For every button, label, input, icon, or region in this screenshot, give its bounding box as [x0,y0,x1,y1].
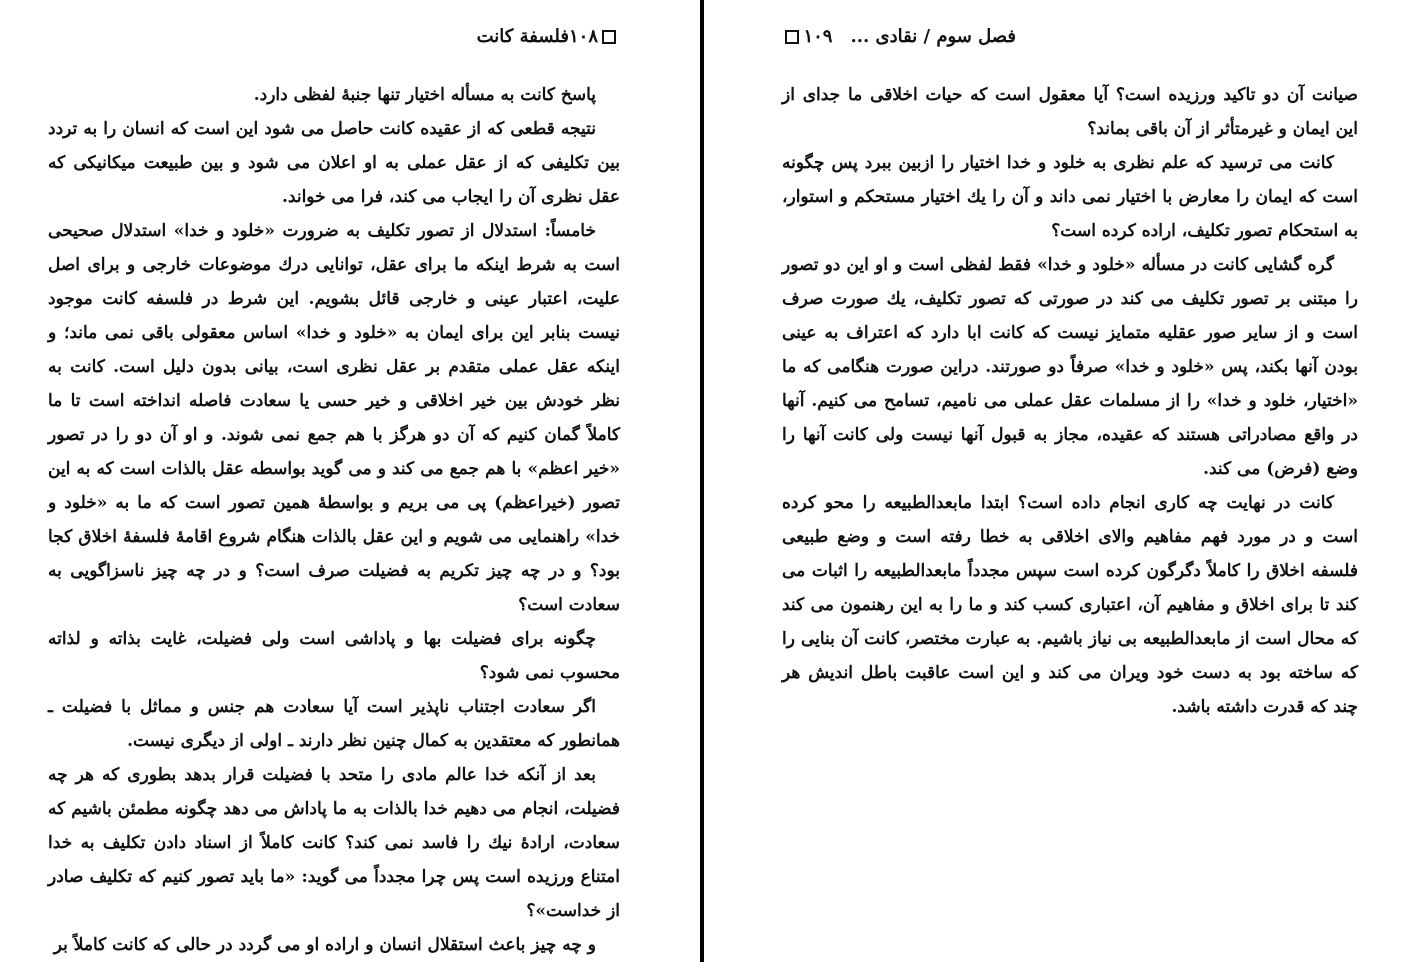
paragraph: چگونه برای فضيلت بها و پاداشی است ولی فضيلت، غايت بذاته و لذاته محسوب نمی شود؟ [48,629,620,683]
page-marker-icon [602,30,616,44]
page-marker-icon [785,30,799,44]
right-page-body [782,78,1358,724]
left-page-number: ۱۰۸ [568,26,598,47]
paragraph: و چه چيز باعث استقلال انسان و اراده او می گردد در حالی كه كانت كاملاً بر [53,935,596,955]
paragraph: نتيجه قطعی كه از عقيده كانت حاصل می شود اين است كه انسان را به تردد بين تكليفی كه از عقل عملی به او اعلان می شود و بين طبيعت ميكانيكی كه عقل نظری آن را ايجاب می كند، فرا می خواند. [48,119,620,207]
left-page [0,0,700,962]
paragraph: صيانت آن دو تاكيد ورزيده است؟ آيا معقول است كه حيات اخلاقی ما جدای از اين ايمان و غيرمتأثر از آن باقی بماند؟ [782,85,1358,139]
right-page-number: ۱۰۹ [803,26,833,47]
right-page-header [786,22,1016,52]
paragraph: كانت می ترسيد كه علم نظری به خلود و خدا اختيار را ازبين ببرد پس چگونه است كه ايمان را معارض با اختيار نمی داند و آن را يك اختيار مستحكم و استوار، به استحكام تصور تكليف، اراده كرده است؟ [782,153,1358,241]
right-running-title: فصل سوم / نقادی ... [850,26,1016,47]
right-page [706,0,1406,962]
page-gutter-divider [700,0,704,962]
paragraph: بعد از آنكه خدا عالم مادی را متحد با فضيلت قرار بدهد بطوری كه هر چه فضيلت، انجام می دهيم خدا بالذات به ما پاداش می دهد چگونه مطمئن باشيم كه سعادت، ارادۀ نيك را فاسد نمی كند؟ كانت كاملاً از اسناد دادن تكليف به خدا امتناع ورزيده است پس چرا مجدداً می گويد: «ما بايد تصور كنيم كه تكليف صادر از خداست»؟ [48,765,620,921]
left-page-header [420,22,620,52]
paragraph: كانت در نهايت چه كاری انجام داده است؟ ابتدا مابعدالطبيعه را محو كرده است و در مورد فهم مفاهيم والای اخلاقی به خطا رفته است و وضع طبيعی فلسفه اخلاق را كاملاً دگرگون كرده است سپس مجدداً مابعدالطبيعه را اثبات می كند تا برای اخلاق و مفاهيم آن، اعتباری كسب كند و ما را به اين رهنمون می كند كه محال است از مابعدالطبيعه بی نياز باشيم. به عبارت مختصر، كانت آن بنايی را كه ساخته بود به دست خود ويران می كند و اين است عاقبت باطل انديش هر چند كه قدرت داشته باشد. [782,493,1358,717]
paragraph: گره گشايی كانت در مسأله «خلود و خدا» فقط لفظی است و او اين دو تصور را مبتنی بر تصور تكليف می كند در صورتی كه تصور تكليف، يك صورت صرف است و از ساير صور عقليه متمايز نيست كه كانت ابا دارد كه اعتراف به عينی بودن آنها بكند، پس «خلود و خدا» صرفاً دو صورتند. دراين صورت هنگامی كه ما «اختيار، خلود و خدا» را از مسلمات عقل عملی می ناميم، تسامح می كنيم. آنها در واقع مصادراتی هستند كه عقيده، مجاز به قبول آنها نيست ولی كانت آنها را وضع (فرض) می كند. [782,255,1358,479]
paragraph: پاسخ كانت به مسأله اختيار تنها جنبۀ لفظی دارد. [253,85,596,105]
left-page-body [48,78,620,962]
left-running-title: فلسفة كانت [476,26,569,47]
paragraph: اگر سعادت اجتناب ناپذير است آيا سعادت هم جنس و مماثل با فضيلت ـ همانطور كه معتقدين به كمال چنين نظر دارند ـ اولی از ديگری نيست. [48,697,620,751]
paragraph: خامساً: استدلال از تصور تكليف به ضرورت «خلود و خدا» استدلال صحيحی است به شرط اينكه ما برای عقل، توانايی درك موضوعات خارجی و برای اصل عليت، اعتبار عينی و خارجی قائل بشويم. اين شرط در فلسفه كانت موجود نيست بنابر اين برای ايمان به «خلود و خدا» اساس معقولی باقی نمی ماند؛ و اينكه عقل عملی متقدم بر عقل نظری است، بيانی بدون دليل است. كانت به نظر خودش بين خير اخلاقی و خير حسی يا سعادت فاصله انداخته است تا ما كاملاً گمان كنيم كه آن دو هرگز با هم جمع نمی شوند. و او آن دو را در تصور «خير اعظم» با هم جمع می كند و می گويد بواسطه عقل بالذات است كه به اين تصور (خيراعظم) پی می بريم و بواسطۀ همين تصور است كه ما به «خلود و خدا» راهنمايی می شويم و اين عقل بالذات هنگام شروع اقامۀ فلسفۀ اخلاق كجا بود؟ و در چه چيز تكريم به فضيلت صرف است؟ و در چه چيز ناسزاگويی به سعادت است؟ [48,221,620,615]
